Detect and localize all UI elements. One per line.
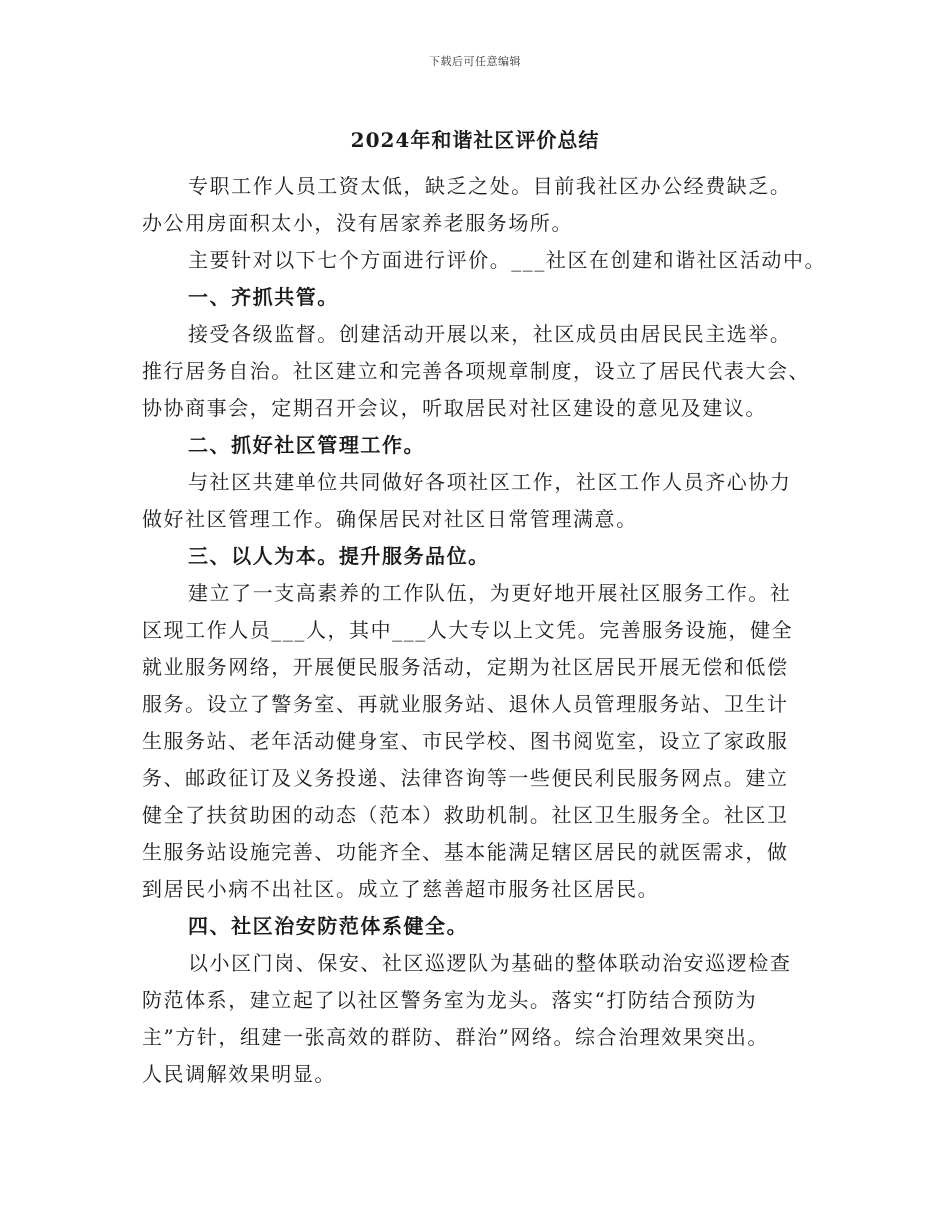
page-header: 下载后可任意编辑 — [429, 55, 521, 68]
paragraph-line: 与社区共建单位共同做好各项社区工作，社区工作人员齐心协力 — [188, 470, 792, 494]
paragraph-line: 建立了一支高素养的工作队伍，为更好地开展社区服务工作。社 — [188, 581, 792, 605]
section-heading: 二、抓好社区管理工作。 — [188, 433, 426, 457]
paragraph-line: 就业服务网络，开展便民服务活动，定期为社区居民开展无偿和低偿 — [142, 655, 789, 679]
paragraph-line: 主”方针，组建一张高效的群防、群治”网络。综合治理效果突出。 — [142, 1025, 769, 1049]
paragraph-line: 接受各级监督。创建活动开展以来，社区成员由居民民主选举。 — [188, 322, 792, 346]
paragraph-line: 到居民小病不出社区。成立了慈善超市服务社区居民。 — [142, 877, 660, 901]
document-body — [142, 168, 827, 1093]
paragraph-line: 生服务站设施完善、功能齐全、基本能满足辖区居民的就医需求，做 — [142, 840, 789, 864]
paragraph-line: 人民调解效果明显。 — [142, 1062, 336, 1086]
paragraph-line: 健全了扶贫助困的动态（范本）救助机制。社区卫生服务全。社区卫 — [142, 803, 789, 827]
paragraph-line: 以小区门岗、保安、社区巡逻队为基础的整体联动治安巡逻检查 — [188, 951, 792, 975]
section-heading: 一、齐抓共管。 — [188, 285, 339, 309]
paragraph-line: 协协商事会，定期召开会议，听取居民对社区建设的意见及建议。 — [142, 396, 767, 420]
section-heading: 三、以人为本。提升服务品位。 — [188, 544, 490, 568]
paragraph-line: 防范体系，建立起了以社区警务室为龙头。落实“打防结合预防为 — [142, 988, 758, 1012]
paragraph-line: 服务。设立了警务室、再就业服务站、退休人员管理服务站、卫生计 — [142, 692, 789, 716]
paragraph-line: 生服务站、老年活动健身室、市民学校、图书阅览室，设立了家政服 — [142, 729, 789, 753]
paragraph-line: 务、邮政征订及义务投递、法律咨询等一些便民利民服务网点。建立 — [142, 766, 789, 790]
paragraph-line: 推行居务自治。社区建立和完善各项规章制度，设立了居民代表大会、 — [142, 359, 811, 383]
paragraph-line: 办公用房面积太小，没有居家养老服务场所。 — [142, 211, 573, 235]
paragraph-line: 主要针对以下七个方面进行评价。___社区在创建和谐社区活动中。 — [188, 248, 827, 272]
document-title: 2024年和谐社区评价总结 — [350, 128, 600, 152]
paragraph-line: 区现工作人员___人，其中___人大专以上文凭。完善服务设施，健全 — [142, 618, 794, 642]
paragraph-line: 做好社区管理工作。确保居民对社区日常管理满意。 — [142, 507, 638, 531]
paragraph-line: 专职工作人员工资太低，缺乏之处。目前我社区办公经费缺乏。 — [188, 174, 792, 198]
section-heading: 四、社区治安防范体系健全。 — [188, 914, 469, 938]
